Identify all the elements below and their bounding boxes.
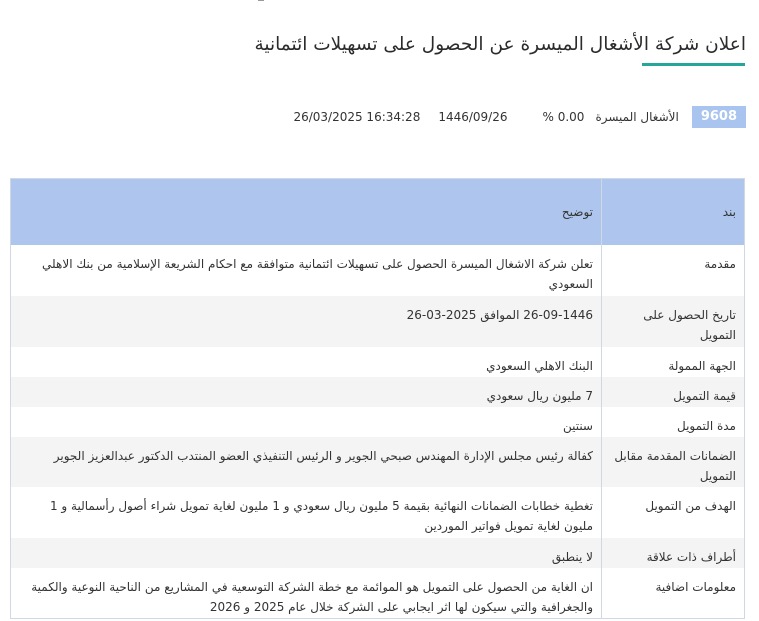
row-value: تغطية خطابات الضمانات النهائية بقيمة 5 مليون ريال سعودي و 1 مليون لغاية تمويل شراء أصول رأسمالية و 1 مليون لغاية تمويل فواتير الموردين [49,499,593,533]
row-value: 7 مليون ريال سعودي [11,377,602,407]
announcement-datetime: 26/03/2025 16:34:28 [293,110,421,124]
table-row [11,377,745,407]
row-item: مقدمة [602,245,745,296]
top-divider [258,0,264,1]
row-value: كفالة رئيس مجلس الإدارة المهندس صبحي الجوير و الرئيس التنفيذي العضو المنتدب الدكتور عبدالعزيز الجوير [11,437,602,487]
row-item: مدة التمويل [602,407,745,437]
row-value: سنتين [562,419,593,433]
row-value: تعلن شركة الاشغال الميسرة الحصول على تسهيلات ائتمانية متوافقة مع احكام الشريعة الإسلامية من بنك الاهلي السعودي [42,257,593,291]
row-item: الضمانات المقدمة مقابل التمويل [602,437,745,487]
table-row [11,296,745,347]
table-row [11,245,745,296]
table-row [11,437,745,487]
row-value: البنك الاهلي السعودي [486,359,593,373]
header-description: توضيح [11,179,602,246]
row-item: الهدف من التمويل [602,487,745,538]
company-code-badge[interactable]: 9608 [692,106,746,128]
table-row [11,568,745,618]
company-name-link[interactable]: الأشغال الميسرة [595,110,679,124]
hijri-date: 1446/09/26 [438,110,508,124]
row-item: قيمة التمويل [602,377,745,407]
header-item: بند [602,179,745,246]
company-meta-bar [293,106,746,128]
row-value: لا ينطبق [11,538,602,568]
table-row [11,487,745,538]
announcement-table [10,178,745,619]
table-header-row [11,179,745,246]
row-value: 26-09-1446 الموافق 2025-03-26 [11,296,602,347]
title-underline [642,63,745,66]
price-change: % 0.00 [542,110,585,124]
table-row [11,407,745,437]
table-row [11,538,745,568]
row-item: أطراف ذات علاقة [602,538,745,568]
table-row [11,347,745,377]
row-item: الجهة الممولة [602,347,745,377]
page-title: اعلان شركة الأشغال الميسرة عن الحصول على تسهيلات ائتمانية [254,34,746,55]
row-item: معلومات اضافية [602,568,745,618]
row-item: تاريخ الحصول على التمويل [602,296,745,347]
row-value: ان الغاية من الحصول على التمويل هو الموائمة مع خطة الشركة التوسعية في المشاريع من الناحية النوعية والكمية والجغرافية والتي سيكون لها اثر ايجابي على الشركة خلال عام 2025 و 2026 [31,580,593,614]
